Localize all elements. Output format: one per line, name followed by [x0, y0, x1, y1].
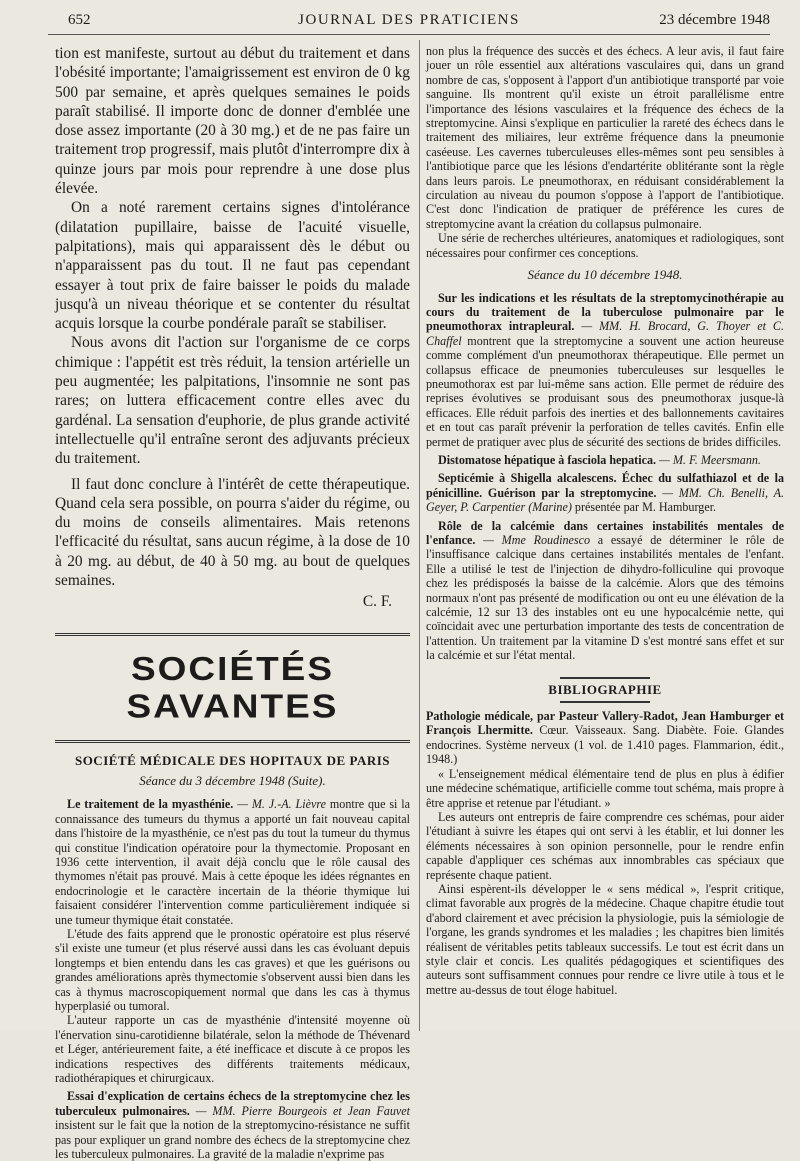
- article-continuation: [55, 44, 410, 590]
- article-author: — Mme Roudinesco: [483, 533, 591, 547]
- article-author: — MM. H. Brocard, G. Thoyer et C. Chaffel: [426, 319, 784, 348]
- paragraph: Ainsi espèrent-ils développer le « sens médical », l'esprit critique, climat favorable aux progrès de la médecine. Chaque chapitre étudie tout d'abord clairement et avec précision la physiologie, puis la sémiologie de l'organe, les grands syndromes et les maladies ; les chapitres bien limités réalisent de véritables petits tableaux successifs. Le tout est écrit dans un style clair et concis. Les qualités pédagogiques et scientifiques des auteurs sont suffisamment connues pour rendre ce livre utile à tous et le mettre au-dessus de tout éloge habituel.: [426, 881, 784, 997]
- bibliography-rule: [560, 677, 650, 679]
- article-item: [55, 797, 410, 927]
- article-text: insistent sur le fait que la notion de la streptomycino-résistance ne suffit pas pour expliquer un grand nombre des échecs de la streptomycine chez les tuberculeux pulmonaires. La gravité de la maladie n'exprime pas: [55, 1118, 410, 1161]
- section-title: SOCIÉTÉS SAVANTES: [126, 650, 339, 726]
- journal-title: JOURNAL DES PRATICIENS: [298, 12, 520, 28]
- article-title: Septicémie à Shigella alcalescens. Échec du sulfathiazol et de la pénicilline. Guérison par la streptomycine.: [426, 471, 784, 500]
- article-item: [426, 291, 784, 449]
- article-title: Essai d'explication de certains échecs de la streptomycine chez les tuberculeux pulmonaires.: [55, 1089, 410, 1118]
- proceedings: [55, 797, 410, 1161]
- article-item: [426, 519, 784, 663]
- paragraph: L'auteur rapporte un cas de myasthénie d'intensité moyenne où l'énervation sinu-carotidienne bilatérale, selon la méthode de Thévenard et Léger, antérieurement faite, a été inefficace et discute à ce propos les indications respectives des différents traitements médicaux, radiothérapiques et chirurgicaux.: [55, 1013, 410, 1086]
- paragraph: L'étude des faits apprend que le pronostic opératoire est plus réservé s'il existe une tumeur (et plus réservé aussi dans les cas évoluant depuis longtemps et bien entendu dans les cas graves) et que les guérisons ou grandes améliorations après thymectomie s'observent aussi bien dans les cas à thymus macroscopiquement normal que dans les cas à thymus hyperplasié ou tumoral.: [55, 926, 410, 1013]
- author-signature: C. F.: [362, 593, 392, 611]
- header-rule: [48, 34, 770, 35]
- article-title: Rôle de la calcémie dans certaines instabilités mentales de l'enfance.: [426, 518, 784, 547]
- article-text: montre que si la connaissance des tumeurs du thymus a apporté un fait nouveau capital dans l'histoire de la myasthénie, ce n'est pas du tout la tumeur du thymus qui constitue l'indication opératoire pour la thymectomie. Proposant en 1936 cette intervention, il avait déjà conclu que le rôle causal des thymomes n'était pas prouvé. Mais à cette époque les idées régnantes en endocrinologie et le caractère incertain de la théorie thymique lui faisaient considérer l'intervention comme particulièrement indiquée si une tumeur thymique était constatée.: [55, 797, 410, 927]
- article-author: — M. J.-A. Lièvre: [237, 797, 326, 812]
- section-rule: [55, 740, 410, 743]
- right-column: [426, 44, 784, 997]
- left-column: [55, 44, 410, 1161]
- book-details: Cœur. Vaisseaux. Sang. Diabète. Foie. Glandes endocrines. Système nerveux (1 vol. de 1.410 pages. Flammarion, édit., 1948.): [426, 723, 784, 767]
- paragraph: On a noté rarement certains signes d'intolérance (dilatation pupillaire, baisse de l'acuité visuelle, palpitations), mais qui apparaissent dès le début ou n'apparaissent pas du tout. Il ne faut pas cependant essayer à tout prix de faire baisser le poids du malade jusqu'à un niveau théorique et se contenter du résultat acquis lorsque la courbe pondérale paraît se stabiliser.: [55, 199, 410, 333]
- paragraph: Une série de recherches ultérieures, anatomiques et radiologiques, sont nécessaires pour confirmer ces conceptions.: [426, 231, 784, 260]
- society-name: SOCIÉTÉ MÉDICALE DES HOPITAUX DE PARIS: [74, 753, 391, 769]
- article-title: Sur les indications et les résultats de la streptomycinothérapie au cours du traitement de la tuberculose pulmonaire par le pneumothorax intrapleural.: [426, 290, 784, 334]
- paragraph: Les auteurs ont entrepris de faire comprendre ces schémas, pour aider l'étudiant à suivre les étapes qui ont servi à les établir, et lui donner les éléments nécessaires à son opinion personnelle, pour le rendre enfin capable d'appliquer ces schémas aux innombrables cas spéciaux que représente chaque patient.: [426, 809, 784, 882]
- article-item: [426, 453, 784, 467]
- paragraph: tion est manifeste, surtout au début du traitement et dans l'obésité importante; l'amaigrissement est environ de 0 kg 500 par semaine, et après quelques semaines le poids paraît stabilisé. Il importe donc de donner d'emblée une dose assez importante (20 à 30 mg.) et de ne pas faire un traitement trop progressif, mais plutôt d'interrompre dix à quinze jours par mois pour reprendre à une dose plus élevée.: [55, 45, 410, 198]
- article-text: présentée par M. Hamburger.: [574, 500, 717, 515]
- article-item: [55, 1089, 410, 1161]
- page-header: [48, 10, 770, 36]
- article-title: Distomatose hépatique à fasciola hepatica.: [438, 452, 657, 467]
- issue-date: 23 décembre 1948: [659, 12, 770, 28]
- paragraph: Nous avons dit l'action sur l'organisme de ce corps chimique : l'appétit est très réduit, la tension artérielle un peu augmentée; les palpitations, l'insomnie ne sont pas rares; on luttera efficacement contre elles avec du gardénal. La sensation d'euphorie, de plus grande activité intellectuelle qu'il entraîne seront des adjuvants précieux du traitement.: [55, 334, 410, 468]
- column-divider: [419, 40, 420, 1031]
- article-author: — MM. Ch. Benelli, A. Geyer, P. Carpentier (Marine): [426, 485, 784, 515]
- article-author: — M. F. Meersmann.: [659, 452, 761, 467]
- section-rule: [55, 633, 410, 636]
- article-text: a essayé de déterminer le rôle de l'insuffisance calcique dans certaines instabilités mentales de l'enfant. Elle a utilisé le test de l'injection de dihydro-folliculine qui provoque chez les prédisposés la baisse de la calcémie. Alors que des témoins normaux n'ont pas présenté de modification ou ont eu une élévation de la calcémie, 12 sur 13 des instables ont eu une hypocalcémie nette, qui coïncidait avec une perturbation importante des tests de concentration de l'attention. Un traitement par la vitamine D s'est montré sans effet et sur la calcémie et sur l'état mental.: [426, 533, 784, 663]
- session-date: Séance du 3 décembre 1948 (Suite).: [139, 773, 326, 789]
- article-item: [426, 471, 784, 514]
- bibliography-title: BIBLIOGRAPHIE: [548, 681, 662, 697]
- article-text: montrent que la streptomycine a souvent une action heureuse comme complément d'un pneumothorax thérapeutique. Elle permet un collapsus efficace de pneumonies tuberculeuses sur lesquelles le pneumothorax est par lui-même sans action. Elle permet de réduire des reprises évolutives se produisant sous des pneumothorax jusque-là efficaces. Elle réduit parfois des inerties et des ballonnements cavitaires et en tout cas paraît prévenir la perforation de telles cavités. Enfin elle permet de pratiquer avec plus de sécurité des sections de brides difficiles.: [426, 333, 784, 449]
- page-number: 652: [68, 12, 91, 28]
- session-date: Séance du 10 décembre 1948.: [527, 267, 683, 283]
- bibliography-rule: [560, 701, 650, 703]
- article-title: Le traitement de la myasthénie.: [67, 797, 234, 812]
- book-entry: [426, 709, 784, 767]
- article-author: — MM. Pierre Bourgeois et Jean Fauvet: [195, 1103, 410, 1118]
- paragraph: non plus la fréquence des succès et des échecs. A leur avis, il faut faire jouer un rôle essentiel aux altérations vasculaires qui, dans un grand nombre de cas, s'opposent à l'apport d'un antibiotique transporté par voie sanguine. Ils montrent qu'il existe un étroit parallélisme entre l'importance des lésions vasculaires et la fréquence des échecs de la streptomycine. Ainsi s'explique en particulier la rareté des échecs dans le traitement des miliaires, leur extrême fréquence dans la pneumonie caséeuse. Les cavernes tuberculeuses elles-mêmes sont peu sensibles à l'antibiotique parce que les lésions d'endartérite oblitérante sont la règle dans leurs parois. Le pneumothorax, en réduisant considérablement la circulation au niveau du poumon s'oppose à l'apport de l'antibiotique. C'est donc l'indication de pratiquer de préférence les cures de streptomycine avant la création du collapsus pulmonaire.: [426, 44, 784, 231]
- paragraph: Il faut donc conclure à l'intérêt de cette thérapeutique. Quand cela sera possible, on pourra s'aider du régime, ou du moins de conseils alimentaires. Mais retenons l'efficacité du résultat, sans aucun régime, à la dose de 10 à 20 mg. au début, de 40 à 50 mg. au bout de quelques semaines.: [55, 475, 410, 590]
- paragraph: « L'enseignement médical élémentaire tend de plus en plus à édifier une médecine schématique, artificielle comme tout schéma, mais propre à être apprise et retenue par l'étudiant. »: [426, 766, 784, 810]
- book-title: Pathologie médicale, par Pasteur Vallery-Radot, Jean Hamburger et François Lhermitte.: [426, 709, 784, 738]
